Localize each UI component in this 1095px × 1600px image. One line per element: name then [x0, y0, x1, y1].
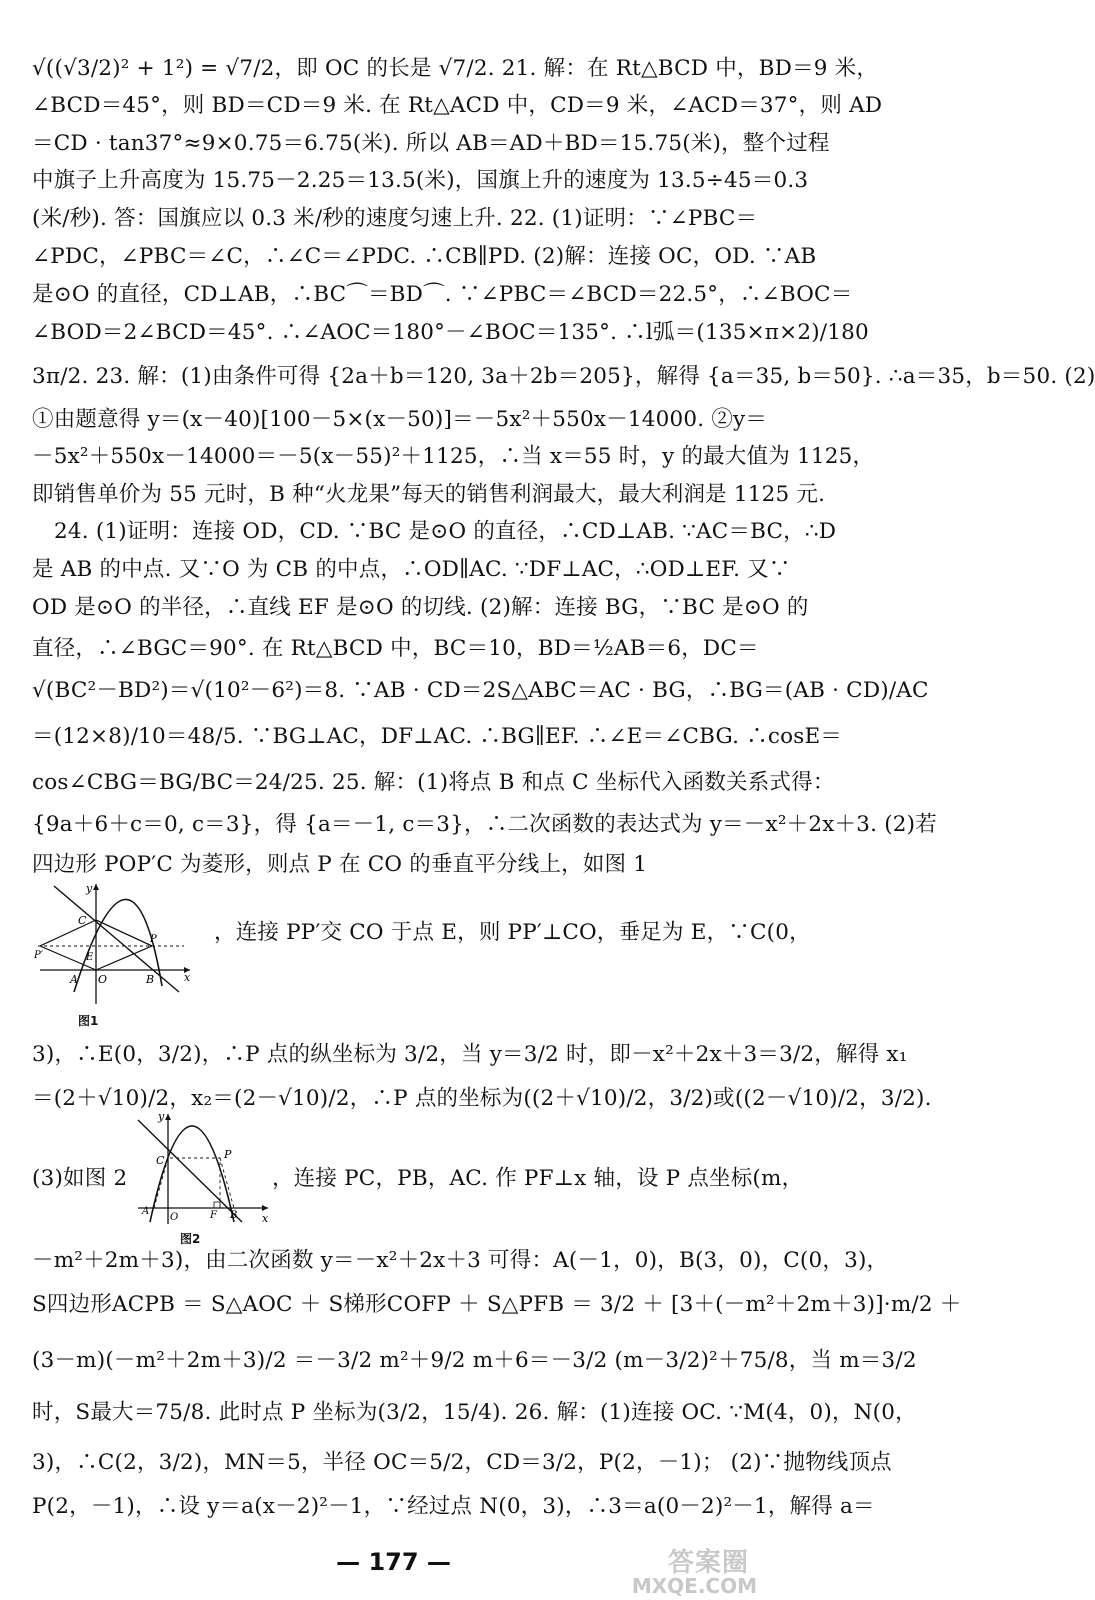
label: O — [98, 973, 108, 986]
watermark-logo: 答案圈 — [667, 1548, 749, 1578]
text-line: ①由题意得 y＝(x－40)[100－5×(x－50)]＝－5x²＋550x－14000. ②y＝ — [32, 407, 768, 432]
text-line: ，连接 PC，PB，AC. 作 PF⊥x 轴，设 P 点坐标(m， — [272, 1166, 804, 1191]
figure-2-caption: 图2 — [180, 1232, 201, 1246]
label: F — [210, 1210, 217, 1221]
text-line: √(BC²－BD²)＝√(10²－6²)＝8. ∵AB · CD＝2S△ABC＝AC · BG，∴BG＝(AB · CD)/AC — [32, 678, 929, 703]
text-line: 时，S最大＝75/8. 此时点 P 坐标为(3/2，15/4). 26. 解：(1)连接 OC. ∵M(4，0)，N(0， — [32, 1400, 917, 1425]
text-line: (3)如图 2 — [32, 1166, 128, 1191]
text-line: cos∠CBG＝BG/BC＝24/25. 25. 解：(1)将点 B 和点 C 坐标代入函数关系式得： — [32, 770, 835, 795]
text-line: ＝(12×8)/10＝48/5. ∵BG⊥AC，DF⊥AC. ∴BG∥EF. ∴∠E＝∠CBG. ∴cosE＝ — [32, 724, 843, 749]
text-line: 24. (1)证明：连接 OD，CD. ∵BC 是⊙O 的直径，∴CD⊥AB. ∵AC＝BC，∴D — [54, 519, 837, 544]
text-line: ∠BOD＝2∠BCD＝45°. ∴∠AOC＝180°－∠BOC＝135°. ∴l弧＝(135×π×2)/180 — [32, 320, 869, 345]
figure-1-caption: 图1 — [78, 1014, 99, 1028]
label: B — [146, 973, 155, 986]
text-line: 3)，∴C(2，3/2)，MN＝5，半径 OC＝5/2，CD＝3/2，P(2，－1)； (2)∵抛物线顶点 — [32, 1450, 892, 1475]
text-line: OD 是⊙O 的半径，∴直线 EF 是⊙O 的切线. (2)解：连接 BG，∵BC 是⊙O 的 — [32, 595, 809, 620]
figure-1-diagram — [34, 880, 194, 1008]
text-line: ，连接 PP′交 CO 于点 E，则 PP′⊥CO，垂足为 E，∵C(0， — [214, 920, 811, 945]
text-line: (米/秒). 答：国旗应以 0.3 米/秒的速度匀速上升. 22. (1)证明：∵∠PBC＝ — [32, 206, 758, 231]
label: A — [70, 973, 78, 986]
text-line: S四边形ACPB ＝ S△AOC ＋ S梯形COFP ＋ S△PFB ＝ 3/2 ＋ [3＋(－m²＋2m＋3)]·m/2 ＋ — [32, 1292, 962, 1317]
text-line: 四边形 POP′C 为菱形，则点 P 在 CO 的垂直平分线上，如图 1 — [32, 852, 648, 877]
label: y — [86, 882, 93, 895]
text-line: －5x²＋550x－14000＝－5(x－55)²＋1125，∴当 x＝55 时，y 的最大值为 1125， — [32, 444, 875, 469]
label: O — [170, 1212, 179, 1223]
text-line: 即销售单价为 55 元时，B 种“火龙果”每天的销售利润最大，最大利润是 1125 元. — [32, 482, 826, 507]
text-line: 3π/2. 23. 解：(1)由条件可得 {2a＋b＝120, 3a＋2b＝205}，解得 {a＝35, b＝50}. ∴a＝35，b＝50. (2) — [32, 364, 1095, 389]
label: C — [156, 1154, 165, 1167]
text-line: ＝CD · tan37°≈9×0.75＝6.75(米). 所以 AB＝AD＋BD＝15.75(米)，整个过程 — [32, 131, 830, 156]
label: x — [262, 1212, 269, 1225]
text-line: 直径，∴∠BGC＝90°. 在 Rt△BCD 中，BC＝10，BD＝½AB＝6，DC＝ — [32, 636, 759, 661]
label: P — [150, 934, 157, 945]
label: A — [142, 1206, 150, 1217]
text-line: －m²＋2m＋3)，由二次函数 y＝－x²＋2x＋3 可得：A(－1，0)，B(3，0)，C(0，3)， — [32, 1248, 889, 1273]
text-line: 是⊙O 的直径，CD⊥AB，∴BC⌒＝BD⌒. ∵∠PBC＝∠BCD＝22.5°，∴∠BOC＝ — [32, 282, 853, 307]
label: x — [184, 971, 191, 984]
label: P′ — [34, 950, 43, 961]
text-line: 3)，∴E(0，3/2)，∴P 点的纵坐标为 3/2，当 y＝3/2 时，即－x²＋2x＋3＝3/2，解得 x₁ — [32, 1042, 908, 1067]
text-line: ＝(2＋√10)/2，x₂＝(2－√10)/2，∴P 点的坐标为((2＋√10)/2，3/2)或((2－√10)/2，3/2). — [32, 1086, 932, 1111]
text-line: √((√3/2)² + 1²) = √7/2，即 OC 的长是 √7/2. 21. 解：在 Rt△BCD 中，BD＝9 米， — [32, 56, 879, 81]
page-number: — 177 — — [336, 1548, 451, 1576]
text-line: {9a＋6＋c＝0, c＝3}，得 {a＝－1, c＝3}，∴二次函数的表达式为 y＝－x²＋2x＋3. (2)若 — [32, 812, 937, 837]
label: P — [224, 1148, 232, 1161]
figure-2-diagram — [134, 1110, 274, 1226]
label: B — [230, 1210, 238, 1221]
watermark-url: MXQE.COM — [631, 1574, 757, 1598]
label: E — [86, 952, 94, 963]
text-line: P(2，－1)，∴设 y＝a(x－2)²－1，∵经过点 N(0，3)，∴3＝a(0－2)²－1，解得 a＝ — [32, 1494, 875, 1519]
text-line: 中旗子上升高度为 15.75－2.25＝13.5(米)，国旗上升的速度为 13.5÷45＝0.3 — [32, 168, 809, 193]
text-line: (3－m)(－m²＋2m＋3)/2 ＝－3/2 m²＋9/2 m＋6＝－3/2 (m－3/2)²＋75/8，当 m＝3/2 — [32, 1348, 917, 1373]
label: y — [158, 1110, 165, 1123]
label: C — [78, 914, 87, 927]
text-line: ∠PDC，∠PBC＝∠C，∴∠C＝∠PDC. ∴CB∥PD. (2)解：连接 OC，OD. ∵AB — [32, 244, 817, 269]
text-line: ∠BCD＝45°，则 BD＝CD＝9 米. 在 Rt△ACD 中，CD＝9 米，∠ACD＝37°，则 AD — [32, 93, 883, 118]
text-line: 是 AB 的中点. 又∵O 为 CB 的中点，∴OD∥AC. ∵DF⊥AC，∴OD⊥EF. 又∵ — [32, 557, 791, 582]
